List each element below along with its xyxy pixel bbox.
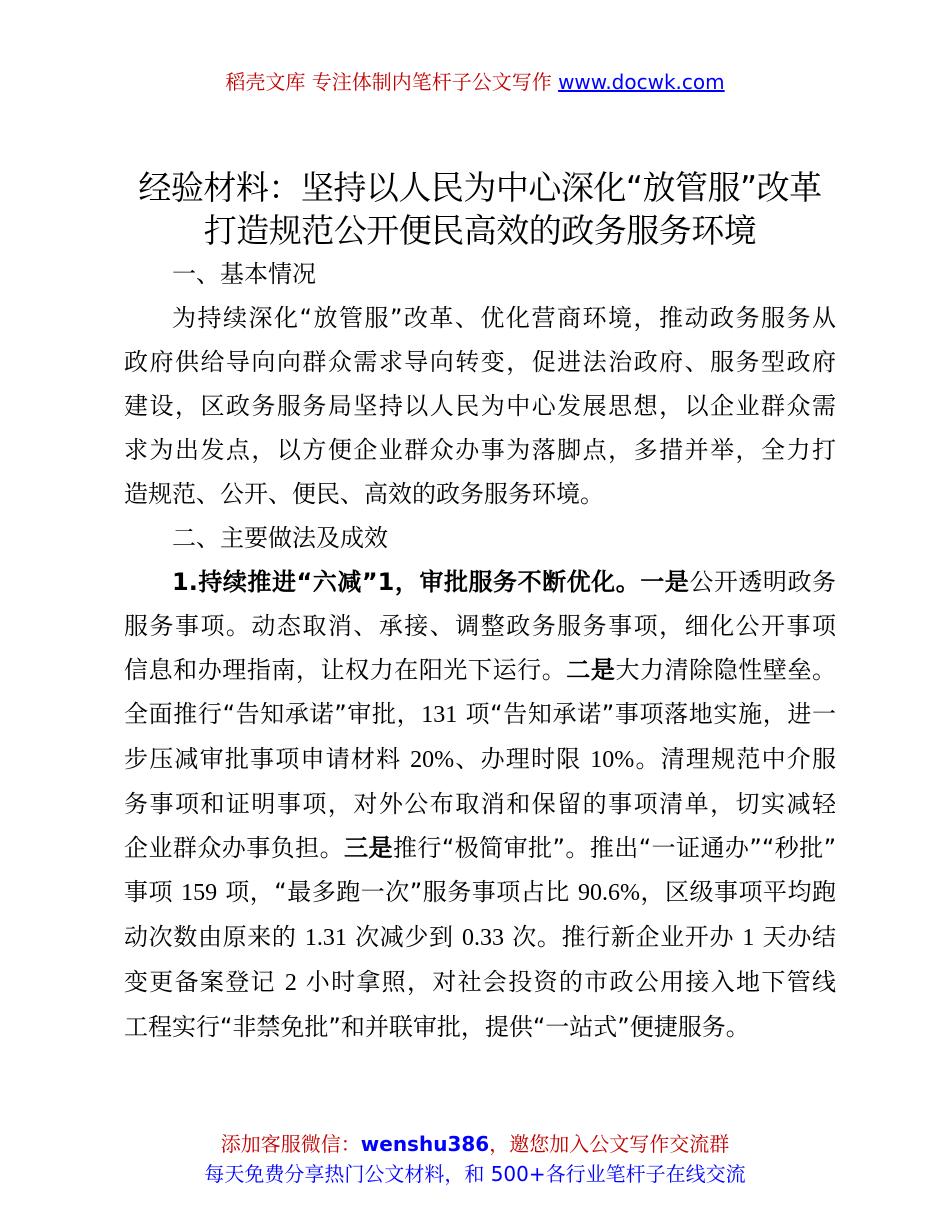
number: 1.31	[304, 925, 347, 951]
paragraph-line	[124, 826, 836, 870]
paragraph-line: 务事项和证明事项，对外公布取消和保留的事项清单，切实减轻	[124, 790, 836, 818]
number: 159	[181, 880, 218, 906]
footer-line-1	[0, 1129, 950, 1159]
text-run: 、办理时限	[454, 745, 591, 773]
text-run: 全面推行“告知承诺”审批，	[124, 700, 422, 728]
paragraph-line	[124, 692, 836, 737]
text-run: 公开透明政务	[689, 568, 837, 596]
section-heading-basic: 一、基本情况	[172, 260, 316, 288]
document-title-line-2: 打造规范公开便民高效的政务服务环境	[203, 211, 757, 250]
text-run: 大力清除隐性壁垒。	[615, 656, 837, 684]
wechat-id: wenshu386	[360, 1132, 490, 1156]
number: 10%	[590, 747, 635, 773]
text-run: 次。推行新企业开办	[503, 923, 743, 951]
text-run: 推行“极简审批”。推出“一证通办”“秒批”	[392, 834, 837, 862]
paragraph-line	[124, 870, 836, 915]
footer-line-2: 每天免费分享热门公文材料，和 500+各行业笔杆子在线交流	[204, 1162, 746, 1186]
number: 2	[284, 970, 297, 996]
paragraph-line	[124, 560, 836, 604]
bold-marker: 三是	[344, 834, 393, 862]
text-run: 项，“最多跑一次”服务事项占比	[217, 878, 578, 906]
paragraph-line: 建设，区政务服务局坚持以人民为中心发展思想，以企业群众需	[124, 392, 836, 420]
watermark-header	[0, 68, 950, 96]
bold-lead: 1.持续推进“六减”1，审批服务不断优化。	[172, 568, 641, 596]
number: 0.33	[461, 925, 504, 951]
bold-marker: 二是	[566, 656, 616, 684]
paragraph-line: 政府供给导向向群众需求导向转变，促进法治政府、服务型政府	[124, 348, 836, 376]
paragraph-line	[124, 737, 836, 782]
paragraph-line: 造规范、公开、便民、高效的政务服务环境。	[124, 480, 604, 508]
document-title-line-1: 经验材料：坚持以人民为中心深化“放管服”改革	[138, 168, 822, 207]
paragraph-line: 为持续深化“放管服”改革、优化营商环境，推动政务服务从	[172, 304, 836, 332]
number: 20%	[410, 747, 455, 773]
bold-marker: 一是	[640, 568, 690, 596]
text-run: 项“告知承诺”事项落地实施，进一	[457, 700, 836, 728]
paragraph-line: 服务事项。动态取消、承接、调整政务服务事项，细化公开事项	[124, 612, 836, 640]
text-run: 次减少到	[346, 923, 462, 951]
text-run: 天办结	[754, 923, 836, 951]
text-run: 企业群众办事负担。	[124, 834, 345, 862]
text-run: 动次数由原来的	[124, 923, 305, 951]
text-run: 。清理规范中介服	[634, 745, 836, 773]
text-run: 事项	[124, 878, 182, 906]
paragraph-line	[124, 648, 836, 692]
text-run: 信息和办理指南，让权力在阳光下运行。	[124, 656, 567, 684]
paragraph-line: 工程实行“非禁免批”和并联审批，提供“一站式”便捷服务。	[124, 1013, 750, 1041]
number: 131	[421, 702, 458, 728]
text-run: ，区级事项平均跑	[639, 878, 837, 906]
text-run: 变更备案登记	[124, 968, 285, 996]
section-heading-measures: 二、主要做法及成效	[172, 524, 388, 552]
text-run: 小时拿照，对社会投资的市政公用接入地下管线	[296, 968, 836, 996]
number: 90.6%	[577, 880, 640, 906]
watermark-footer	[0, 1129, 950, 1189]
paragraph-line	[124, 960, 836, 1005]
paragraph-line	[124, 915, 836, 960]
footer-text: ，邀您加入公文写作交流群	[489, 1132, 730, 1156]
paragraph-measures	[124, 560, 836, 1049]
document-body	[124, 166, 836, 1049]
header-link[interactable]: www.docwk.com	[558, 70, 725, 94]
text-run: 步压减审批事项申请材料	[124, 745, 411, 773]
number: 1	[742, 925, 755, 951]
paragraph-basic	[124, 296, 836, 516]
paragraph-line: 求为出发点，以方便企业群众办事为落脚点，多措并举，全力打	[124, 436, 836, 464]
header-text: 稻壳文库 专注体制内笔杆子公文写作	[225, 70, 559, 94]
footer-text: 添加客服微信：	[220, 1132, 361, 1156]
